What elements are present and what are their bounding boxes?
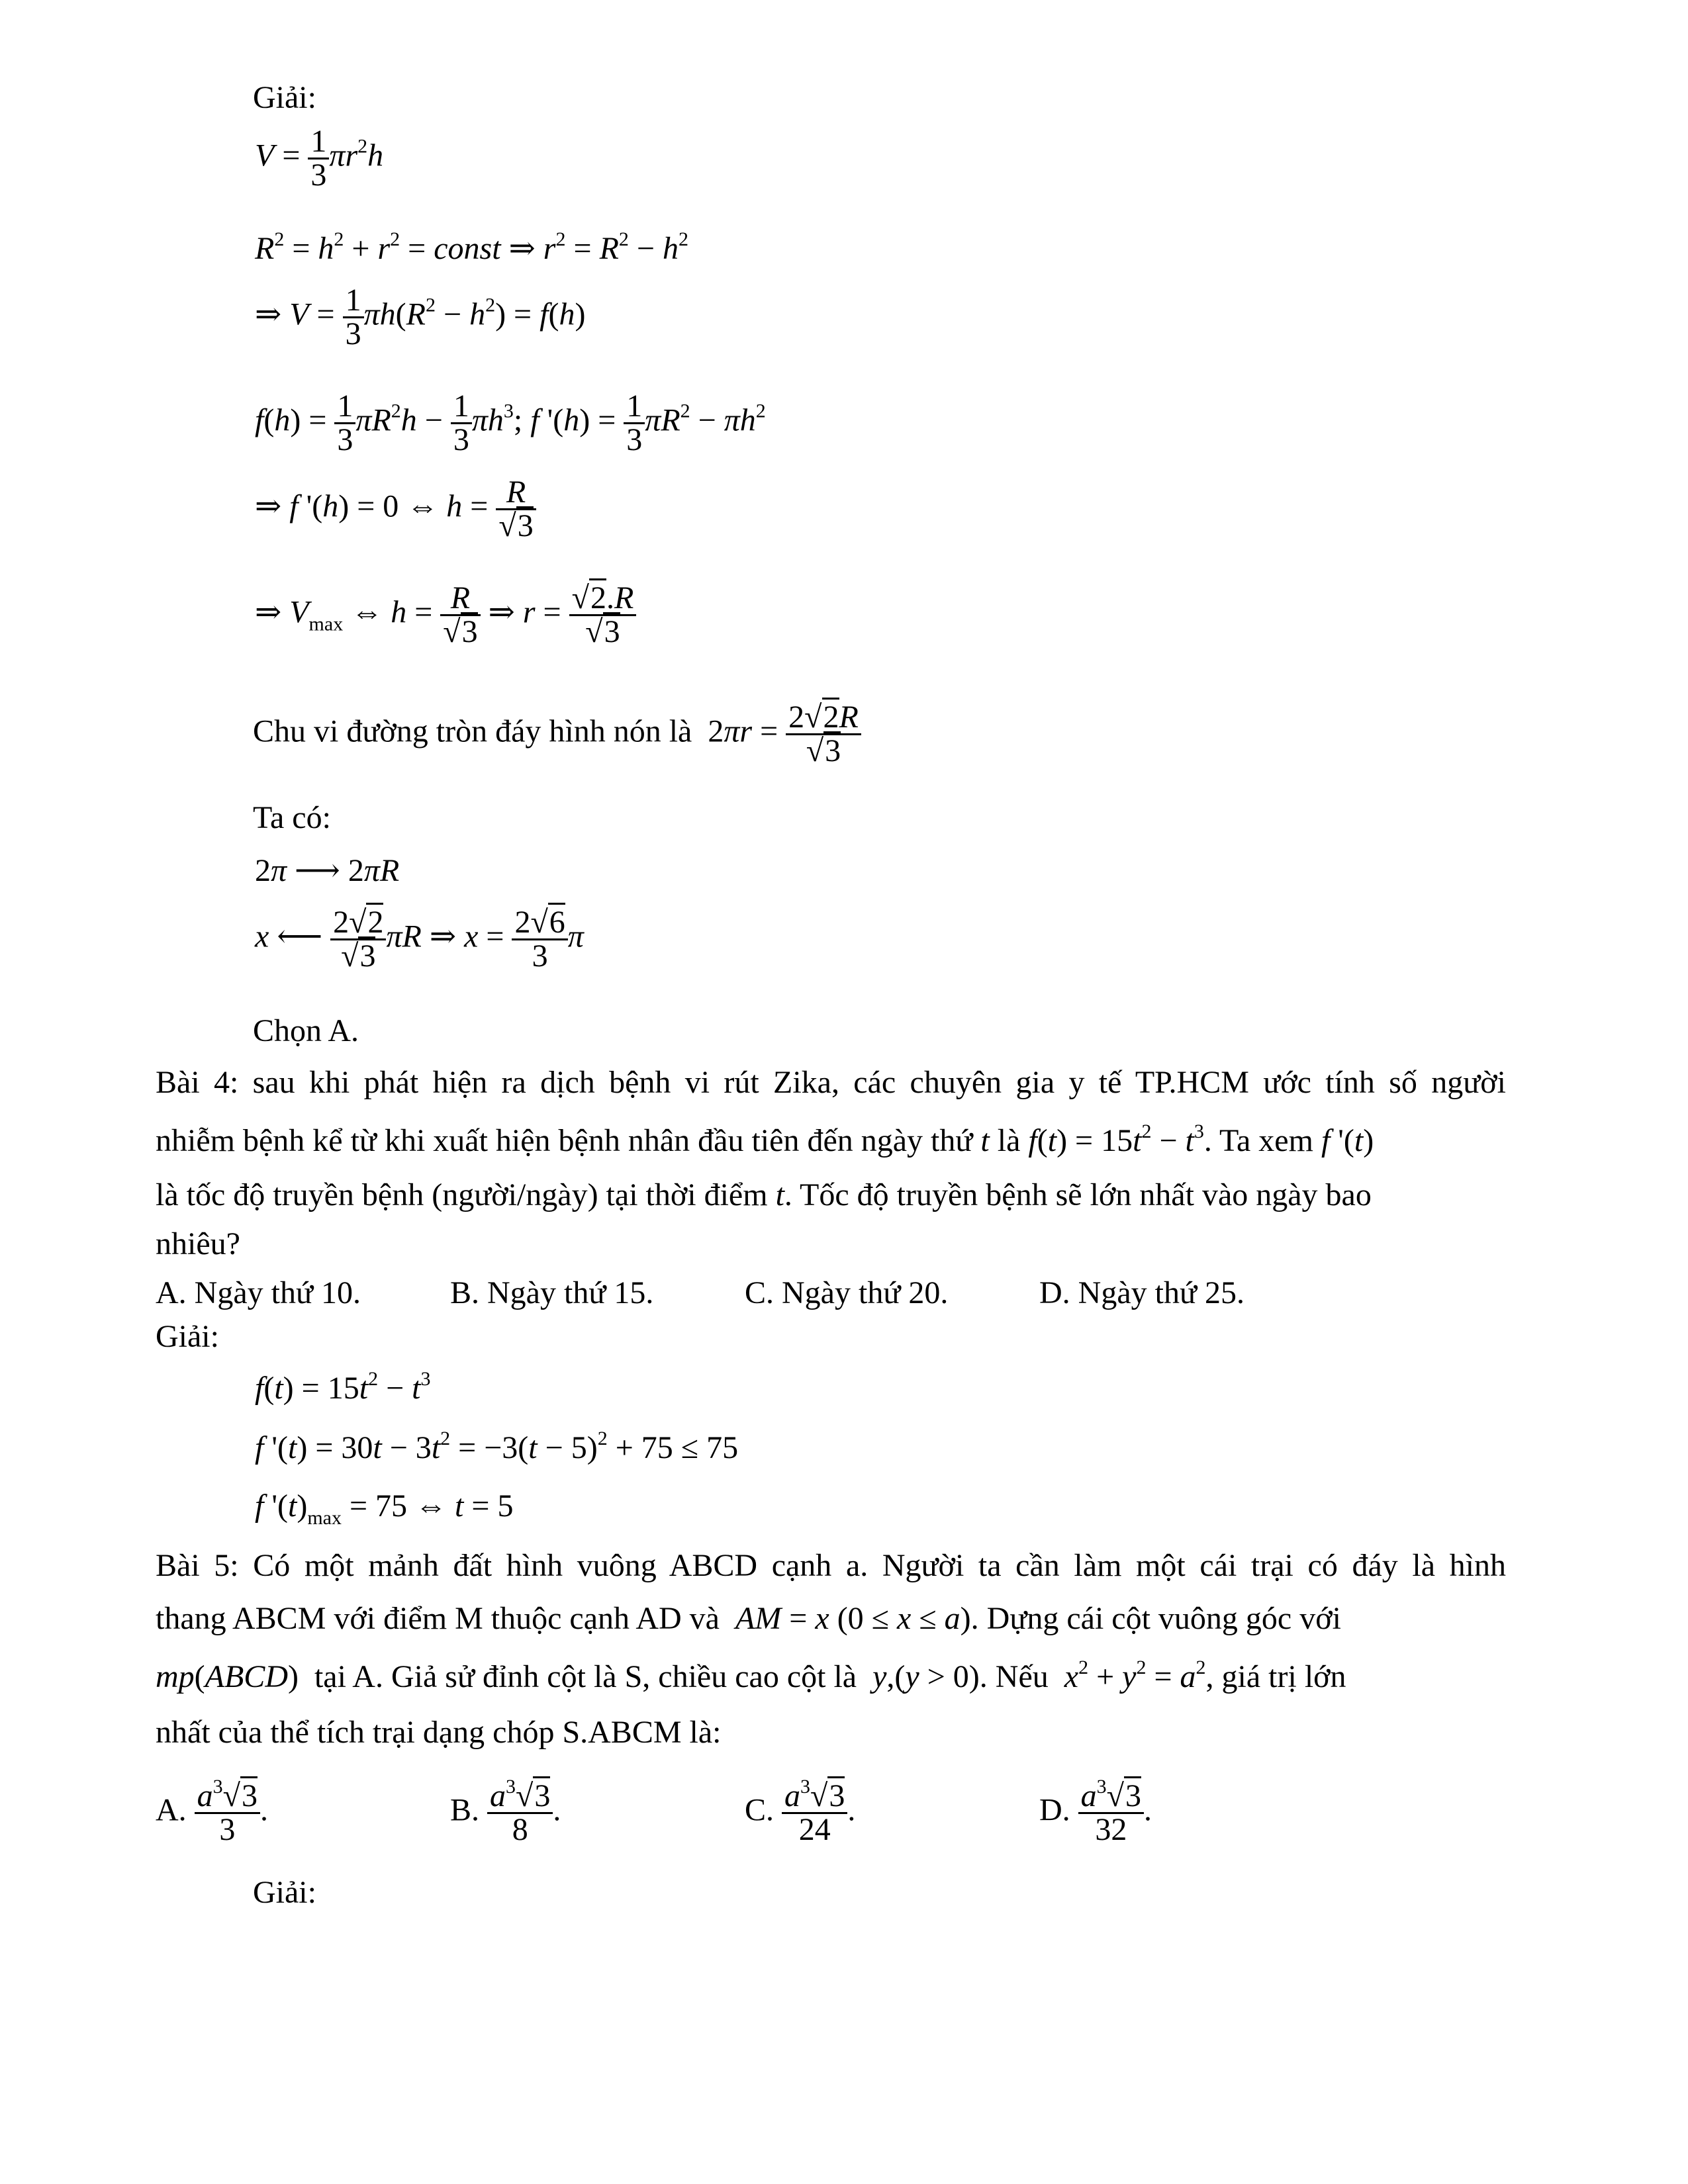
solution-label: Giải: [253,80,316,115]
bai5-line3: mp(ABCD) tại A. Giả sử đỉnh cột là S, chiều cao cột là y,(y > 0). Nếu $x^2 + y^2 = a^2$, giá trị lớn [156,1657,1346,1694]
bai5-line1: Bài 5: Có một mảnh đất hình vuông ABCD cạnh a. Người ta cần làm một cái trại có đáy là hình [156,1548,1506,1583]
bai4-line4: nhiêu? [156,1226,240,1261]
bai5-line3b: . Nếu [979,1659,1049,1694]
bai5-line2: thang ABCM với điểm M thuộc cạnh AD và AM = x (0 ≤ x ≤ a). Dựng cái cột vuông góc với [156,1601,1341,1636]
eq-vmax: ⇒ $V_{max}$ ⇔ h = $\frac{R}{√3}$ ⇒ r = $\frac{√2.R}{√3}$ [255,582,636,648]
circumference-line: Chu vi đường tròn đáy hình nón là 2πr = $\frac{2√2R}{√3}$ [253,702,861,767]
bai4-option-c: C. Ngày thứ 20. [745,1275,949,1310]
bai4-eq-3: f '$(t)_{max} = 75$ ⇔ t = 5 [255,1488,514,1529]
eq-proportion-1: 2π ⟶ 2πR [255,853,400,888]
bai4-line3a: là tốc độ truyền bệnh (người/ngày) tại thời điểm [156,1177,768,1212]
bai4-line2: nhiễm bệnh kể từ khi xuất hiện bệnh nhân đầu tiên đến ngày thứ t là $f(t) = 15t^2 - t^3$. Ta xem f '(t) [156,1120,1374,1158]
bai4-eq-2: f '$(t) = 30t - 3t^2 = -3(t - 5)^2 + 75 \le 75$ [255,1428,739,1465]
bai4-line2c: . Ta xem [1203,1123,1313,1158]
option-letter: D. [1039,1792,1070,1828]
bai4-line1: Bài 4: sau khi phát hiện ra dịch bệnh vi rút Zika, các chuyên gia y tế TP.HCM ước tính số người [156,1065,1506,1100]
bai5-line4: nhất của thể tích trại dạng chóp S.ABCM là: [156,1715,722,1750]
eq-volume-function: ⇒ V = $\frac{1}{3}$ $\pi h(R^2 - h^2) = f(h)$ [255,283,586,351]
bai4-line2a: nhiễm bệnh kể từ khi xuất hiện bệnh nhân đầu tiên đến ngày thứ [156,1123,973,1158]
bai4-option-b: B. Ngày thứ 15. [450,1275,654,1310]
eq-volume: V = $\frac{1}{3}$ $\pi r^2h$ [255,124,384,193]
bai4-eq-1: $f(t) = 15t^2 - t^3$ [255,1368,431,1406]
choose-answer: Chọn A. [253,1013,359,1048]
option-denominator: 24 [798,1812,831,1847]
bai5-line2b: . Dựng cái cột vuông góc với [970,1601,1341,1636]
eq-critical-point: ⇒ f '(h) = 0 ⇔ h = $\frac{R}{√3}$ [255,477,536,542]
bai5-option-c: C. $\frac{a^3√3}{24}$ . [745,1776,856,1847]
bai4-line2b: là [997,1123,1021,1158]
bai4-option-a: A. Ngày thứ 10. [156,1275,361,1310]
bai5-giai: Giải: [253,1875,316,1910]
option-letter: A. [156,1792,187,1828]
bai5-line3c: , giá trị lớn [1205,1659,1346,1694]
bai5-option-a: A. $\frac{a^3√3}{3}$ . [156,1776,269,1847]
eq-proportion-2: x ⟵ $\frac{2√2}{√3}$ πR ⇒ x = $\frac{2√6}{3}$ π [255,907,584,972]
option-letter: C. [745,1792,774,1828]
bai5-line3a: tại A. Giả sử đỉnh cột là S, chiều cao cột là [314,1659,857,1694]
bai4-line3b: . Tốc độ truyền bệnh sẽ lớn nhất vào ngày bao [784,1177,1372,1212]
bai4-giai: Giải: [156,1319,219,1354]
eq-radius-relation: $R^2 = h^2 + r^2$ = const ⇒ $r^2 = R^2 - h^2$ [255,228,688,266]
eq-derivative: f(h) = $\frac{1}{3}$ $\pi R^2h$ − $\frac{1}{3}$ $\pi h^3$; f '(h) = $\frac{1}{3}$ $\pi R^2 - \pi h^2$ [255,388,766,457]
option-denominator: 3 [219,1812,236,1847]
bai4-option-d: D. Ngày thứ 25. [1039,1275,1244,1310]
bai5-option-b: B. $\frac{a^3√3}{8}$ . [450,1776,561,1847]
bai5-line2a: thang ABCM với điểm M thuộc cạnh AD và [156,1601,720,1636]
option-denominator: 8 [512,1812,528,1847]
option-denominator: 32 [1095,1812,1127,1847]
circumference-text: Chu vi đường tròn đáy hình nón là [253,713,692,749]
ta-co-label: Ta có: [253,800,331,835]
bai4-line3: là tốc độ truyền bệnh (người/ngày) tại thời điểm t. Tốc độ truyền bệnh sẽ lớn nhất vào ngày bao [156,1177,1372,1212]
option-letter: B. [450,1792,480,1828]
bai5-option-d: D. $\frac{a^3√3}{32}$ . [1039,1776,1152,1847]
